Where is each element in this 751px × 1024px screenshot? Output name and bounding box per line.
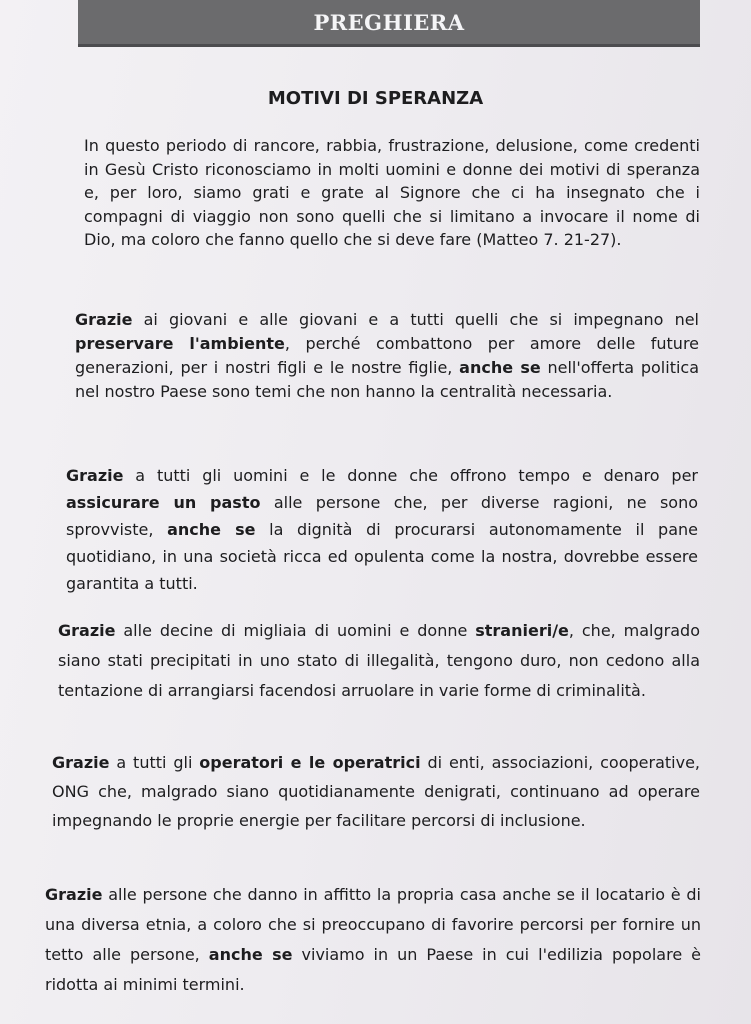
gratitude-paragraph — [45, 880, 701, 1000]
paragraph-text: alle persone che, per diverse ragioni, ne sono sprovviste, — [66, 493, 699, 539]
paragraph-text: ai giovani e alle giovani e a tutti quelli che si impegnano nel — [132, 310, 699, 329]
paragraph-lead: Grazie — [45, 885, 103, 904]
paragraph-text: a tutti gli — [109, 753, 200, 772]
page-title: MOTIVI DI SPERANZA — [267, 88, 484, 109]
intro-paragraph: In questo periodo di rancore, rabbia, frustrazione, delusione, come credenti in Gesù Cristo riconosciamo in molti uomini e donne dei motivi di speranza e, per loro, siamo grati e grate al Signore che ci ha insegnato che i compagni di viaggio non sono quelli che si limitano a invocare il nome di Dio, ma coloro che fanno quello che si deve fare (Matteo 7. 21-27). — [84, 136, 700, 249]
paragraph-emphasis: preservare l'ambiente — [75, 334, 285, 353]
paragraph-emphasis: stranieri/e — [475, 621, 569, 640]
paragraph-lead: Grazie — [52, 753, 110, 772]
paragraph-text: a tutti gli uomini e le donne che offrono tempo e denaro per — [123, 466, 698, 485]
paragraph-emphasis: anche se — [167, 520, 256, 539]
paragraph-text: alle decine di migliaia di uomini e donne — [115, 621, 476, 640]
paragraph-text: viviamo in un Paese in cui l'edilizia popolare è ridotta ai minimi termini. — [45, 945, 702, 994]
paragraph-emphasis: assicurare un pasto — [66, 493, 261, 512]
paragraph-emphasis: anche se — [208, 945, 293, 964]
gratitude-paragraph — [66, 462, 698, 597]
paragraph-text: alle persone che danno in affitto la propria casa anche se il locatario è di una diversa etnia, a coloro che si preoccupano di favorire percorsi per fornire un tetto alle persone, — [45, 885, 701, 964]
gratitude-paragraph — [52, 748, 700, 835]
paragraph-lead: Grazie — [75, 310, 133, 329]
paragraph-text: la dignità di procurarsi autonomamente il pane quotidiano, in una società ricca ed opulenta come la nostra, dovrebbe essere garantita a tutti. — [66, 520, 699, 593]
banner-label: PREGHIERA — [313, 9, 465, 35]
paragraph-text: nell'offerta politica nel nostro Paese sono temi che non hanno la centralità necessaria. — [75, 358, 700, 401]
section-banner — [78, 0, 700, 47]
paragraph-emphasis: anche se — [459, 358, 541, 377]
paragraph-text: , che, malgrado siano stati precipitati in uno stato di illegalità, tengono duro, non cedono alla tentazione di arrangiarsi facendosi arruolare in varie forme di criminalità. — [58, 621, 700, 700]
paragraph-lead: Grazie — [66, 466, 124, 485]
paragraph-emphasis: operatori e le operatrici — [199, 753, 421, 772]
paragraph-lead: Grazie — [58, 621, 116, 640]
paragraph-text: di enti, associazioni, cooperative, ONG che, malgrado siano quotidianamente denigrati, continuano ad operare impegnando le proprie energie per facilitare percorsi di inclusione. — [52, 753, 700, 830]
gratitude-paragraph — [75, 308, 699, 404]
gratitude-paragraph — [58, 616, 700, 706]
paragraph-text: , perché combattono per amore delle future generazioni, per i nostri figli e le nostre figlie, — [75, 334, 700, 377]
